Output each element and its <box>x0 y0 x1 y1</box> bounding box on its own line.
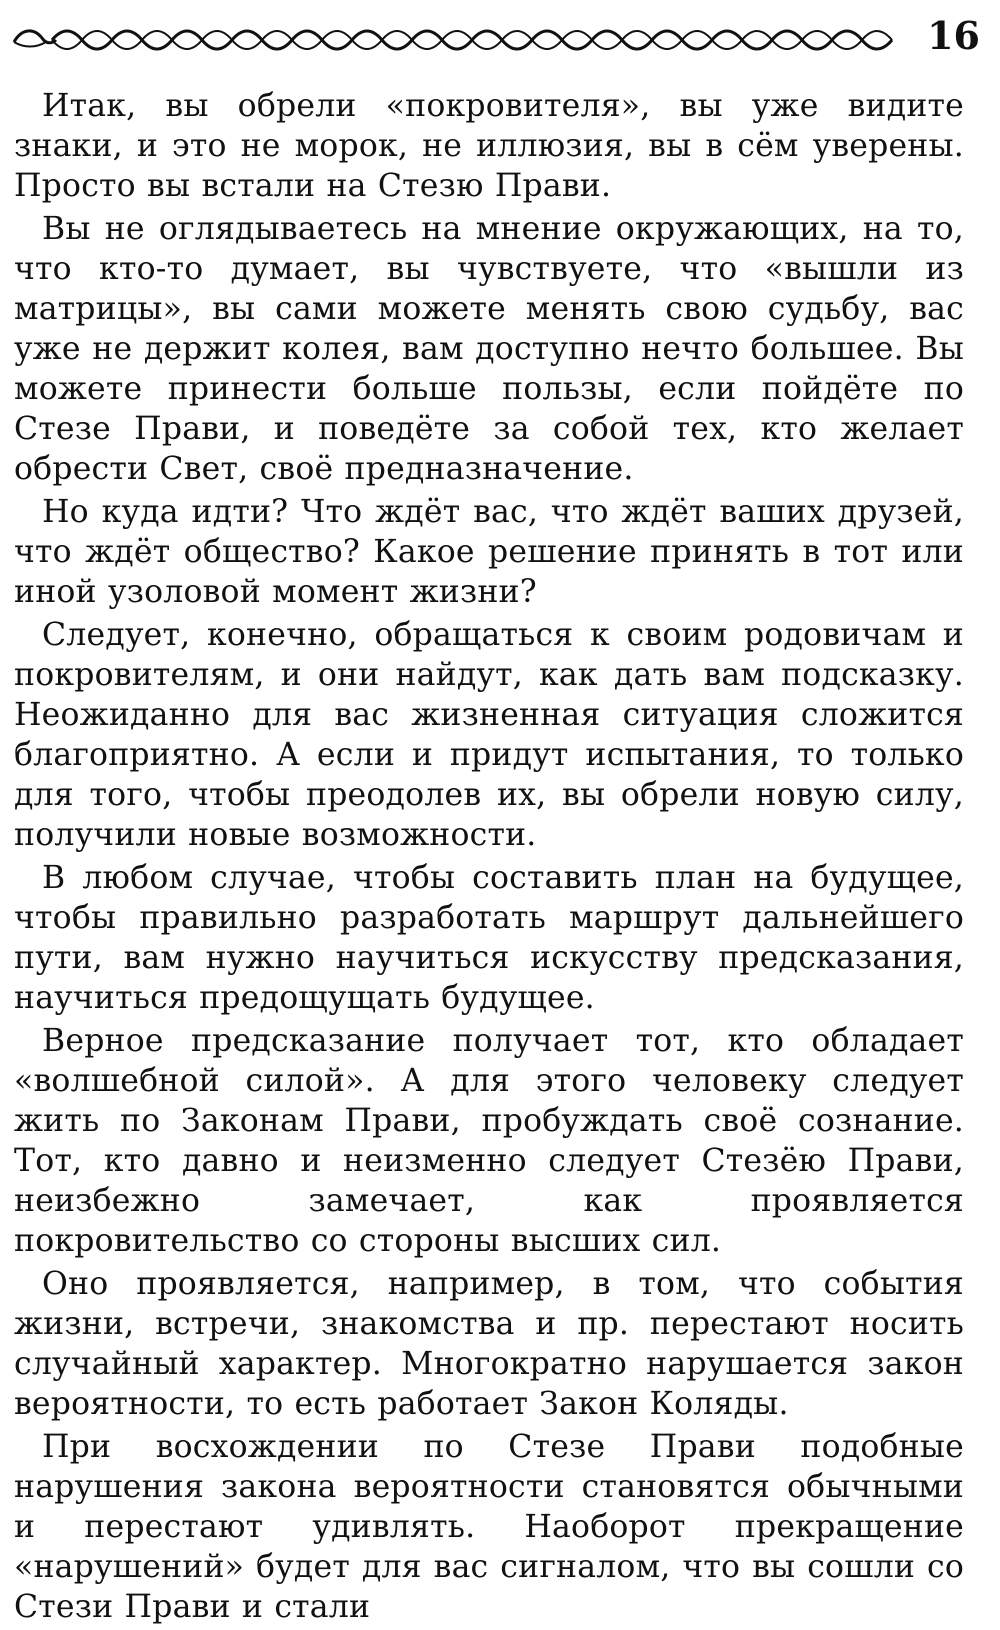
paragraph: Вы не оглядываетесь на мнение окружающих, на то, что кто-то думает, вы чувствуете, что «вышли из матрицы», вы сами можете менять свою судьбу, вас уже не держит колея, вам доступно нечто большее. Вы можете принести больше пользы, если пойдёте по Стезе Прави, и поведёте за собой тех, кто желает обрести Свет, своё предназначение. <box>14 211 964 487</box>
paragraph: Итак, вы обрели «покровителя», вы уже видите знаки, и это не морок, не иллюзия, вы в сём уверены. Просто вы встали на Стезю Прави. <box>14 88 964 204</box>
page-header <box>12 14 980 58</box>
paragraph: При восхождении по Стезе Прави подобные нарушения закона вероятности становятся обычными и перестают удивлять. Наоборот прекращение «нарушений» будет для вас сигналом, что вы сошли со Стези Прави и стали <box>14 1429 964 1625</box>
paragraph: Но куда идти? Что ждёт вас, что ждёт ваших друзей, что ждёт общество? Какое решение принять в тот или иной узоловой момент жизни? <box>14 494 964 610</box>
decorative-ornament-icon <box>12 22 902 52</box>
paragraph: В любом случае, чтобы составить план на будущее, чтобы правильно разработать маршрут дальнейшего пути, вам нужно научиться искусству предсказания, научиться предощущать будущее. <box>14 860 964 1016</box>
paragraph: Следует, конечно, обращаться к своим родовичам и покровителям, и они найдут, как дать вам подсказку. Неожиданно для вас жизненная ситуация сложится благоприятно. А если и придут испытания, то только для того, чтобы преодолев их, вы обрели новую силу, получили новые возможности. <box>14 617 964 853</box>
paragraph: Верное предсказание получает тот, кто обладает «волшебной силой». А для этого человеку следует жить по Законам Прави, пробуждать своё сознание. Тот, кто давно и неизменно следует Стезёю Прави, неизбежно замечает, как проявляется покровительство со стороны высших сил. <box>14 1023 964 1259</box>
page-number: 16 <box>927 13 980 58</box>
paragraph: Оно проявляется, например, в том, что события жизни, встречи, знакомства и пр. перестают носить случайный характер. Многократно нарушается закон вероятности, то есть работает Закон Коляды. <box>14 1266 964 1422</box>
body-text <box>14 86 964 1630</box>
